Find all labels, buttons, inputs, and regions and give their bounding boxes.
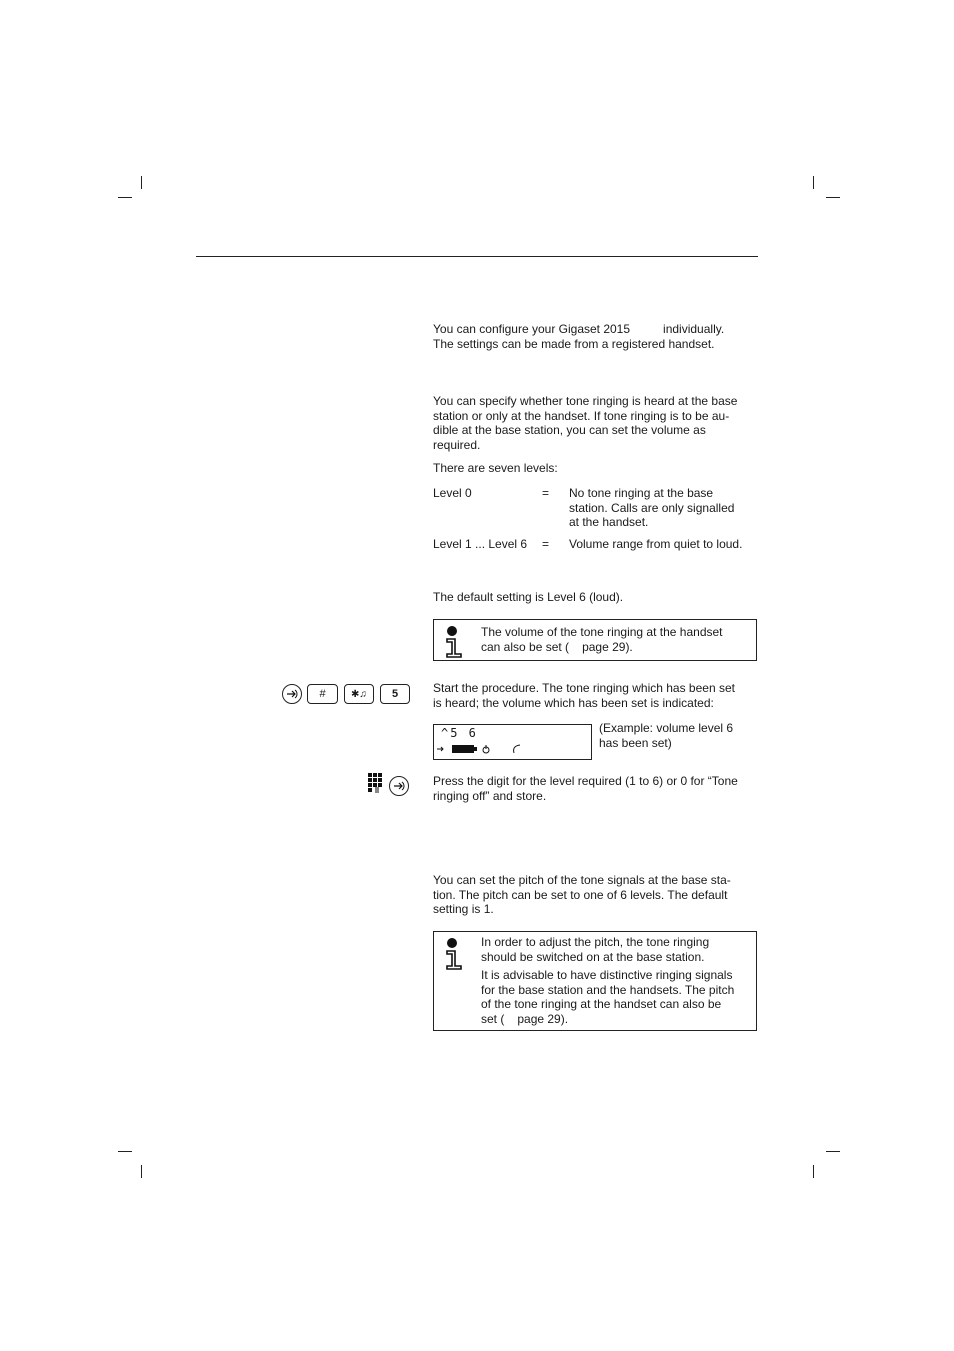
pitch-paragraph: You can set the pitch of the tone signals at the base sta- tion. The pitch can be set to one of 6 levels. The default setting is 1. [433,873,731,917]
crop-mark [826,1151,840,1152]
start-procedure-text: Start the procedure. The tone ringing which has been set is heard; the volume which has been set is indicated: [433,681,735,710]
ringer-paragraph: You can specify whether tone ringing is heard at the base station or only at the handset. If tone ringing is to be au- dible at the base station, you can set the volume as required. [433,394,738,452]
crop-mark [141,176,142,189]
default-setting: The default setting is Level 6 (loud). [433,590,624,604]
level-0-eq: = [542,486,550,500]
display-example-text: (Example: volume level 6 has been set) [599,721,734,750]
level-1-6-desc: Volume range from quiet to loud. [569,537,743,551]
menu-key-icon [389,776,409,796]
info-note: The volume of the tone ringing at the handset can also be set ( page 29). [433,619,757,661]
info-icon [444,626,464,658]
intro-paragraph: You can configure your Gigaset 2015 individually. The settings can be made from a registered handset. [433,322,725,351]
display-line-1: ^5 6 [441,726,478,740]
five-key-icon: 5 [380,684,410,704]
header-rule [196,256,758,257]
crop-mark [118,1151,132,1152]
levels-intro: There are seven levels: [433,461,558,475]
press-digit-text: Press the digit for the level required (1 to 6) or 0 for “Tone ringing off” and store. [433,774,738,803]
level-1-6-eq: = [542,537,550,551]
menu-key-icon [282,684,302,704]
hash-key-icon: # [307,684,338,704]
crop-mark [813,1165,814,1178]
level-1-6-label: Level 1 ... Level 6 [433,537,528,551]
level-0-desc: No tone ringing at the base station. Calls are only signalled at the handset. [569,486,735,530]
display-status-icons [436,743,536,755]
crop-mark [141,1165,142,1178]
pitch-info-note: In order to adjust the pitch, the tone ringing should be switched on at the base station. It is advisable to have distinctive ringing signals for the base station and the handsets. The pitch of the tone ringing at the handset can also be set ( page 29). [433,931,757,1031]
crop-mark [118,197,132,198]
star-key-icon: ✱♫ [344,684,374,704]
info-icon [444,938,464,970]
level-0-label: Level 0 [433,486,472,500]
crop-mark [826,197,840,198]
crop-mark [813,176,814,189]
handset-display [433,724,592,760]
keypad-icon [368,773,384,794]
